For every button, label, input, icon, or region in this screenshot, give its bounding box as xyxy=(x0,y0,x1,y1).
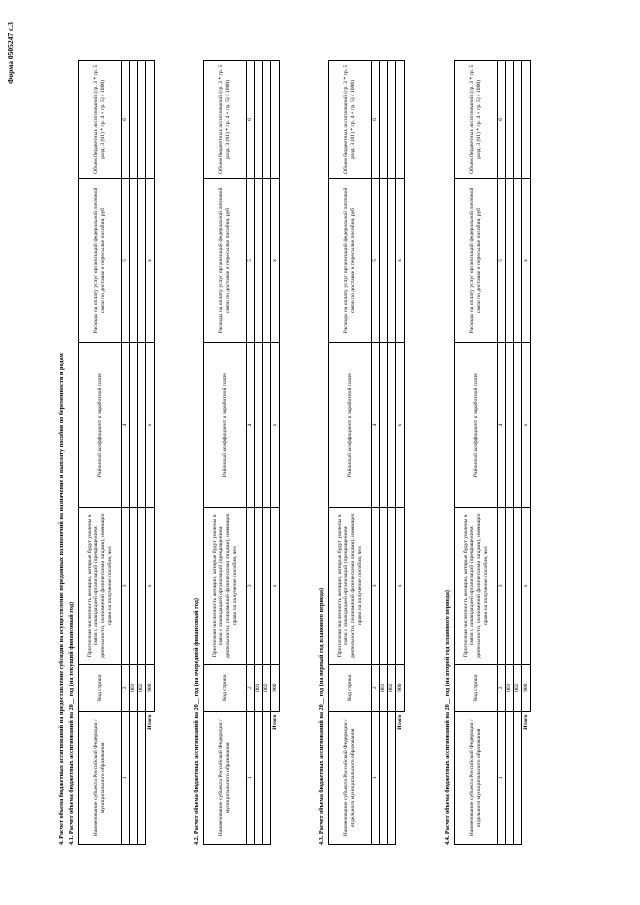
column-number-row xyxy=(247,61,255,845)
total-row xyxy=(146,61,155,845)
column-number: 6 xyxy=(247,61,255,179)
data-cell[interactable] xyxy=(514,61,522,179)
column-number: 1 xyxy=(122,711,130,844)
data-cell[interactable] xyxy=(388,178,396,343)
row-code-cell: 002 xyxy=(388,664,396,711)
table-row xyxy=(130,61,138,845)
header-regional-coefficient: Районный коэффициент к заработной плате xyxy=(79,343,122,508)
data-cell[interactable] xyxy=(514,343,522,508)
total-code: 900 xyxy=(396,664,405,711)
table-row xyxy=(514,61,522,845)
data-cell[interactable] xyxy=(514,178,522,343)
total-cross-cell: x xyxy=(396,343,405,508)
section-title: 4.1. Расчет объема бюджетных ассигнований на 20__ год (на текущий финансовый год) xyxy=(68,601,75,845)
column-number-row xyxy=(122,61,130,845)
column-number: 3 xyxy=(498,507,506,664)
column-number: 5 xyxy=(122,178,130,343)
data-cell[interactable] xyxy=(255,507,263,664)
column-number: 5 xyxy=(372,178,380,343)
total-label: Итого xyxy=(396,711,405,844)
table-row xyxy=(138,61,146,845)
data-cell[interactable] xyxy=(506,507,514,664)
data-cell[interactable] xyxy=(263,711,271,844)
header-row-code: Код строки xyxy=(204,664,247,711)
section-title: 4.4. Расчет объема бюджетных ассигнований на 20__ год (на второй год планового периода) xyxy=(444,590,451,845)
section-title: 4.3. Расчет объема бюджетных ассигнований на 20__ год (на первый год планового периода) xyxy=(318,587,325,845)
header-postal-expenses: Расходы на оплату услуг организаций федеральной почтовой связи по доставке и пересылке пособия, руб xyxy=(204,178,247,343)
column-number: 3 xyxy=(372,507,380,664)
data-cell[interactable] xyxy=(255,61,263,179)
data-cell[interactable] xyxy=(380,343,388,508)
column-number: 4 xyxy=(247,343,255,508)
data-cell[interactable] xyxy=(388,343,396,508)
total-label: Итого xyxy=(271,711,280,844)
table-row xyxy=(263,61,271,845)
header-region-name: Наименование субъекта Российской Федерации / отдельного муниципального образования xyxy=(329,711,372,844)
header-budget-volume: Объем бюджетных ассигнований (гр. 3 * гр. 5 разд. 3 (01) * гр. 4 + гр. 5) / 1000) xyxy=(329,61,372,179)
data-cell[interactable] xyxy=(255,711,263,844)
header-regional-coefficient: Районный коэффициент к заработной плате xyxy=(204,343,247,508)
data-cell[interactable] xyxy=(138,61,146,179)
calculation-table xyxy=(203,60,280,845)
total-code: 900 xyxy=(271,664,280,711)
data-cell[interactable] xyxy=(506,178,514,343)
header-row xyxy=(455,61,498,845)
column-number: 1 xyxy=(372,711,380,844)
total-label: Итого xyxy=(146,711,155,844)
calculation-table xyxy=(454,60,531,845)
column-number: 2 xyxy=(372,664,380,711)
column-number: 2 xyxy=(498,664,506,711)
row-code-cell: 001 xyxy=(380,664,388,711)
data-cell[interactable] xyxy=(263,61,271,179)
data-cell[interactable] xyxy=(130,507,138,664)
table-row xyxy=(388,61,396,845)
column-number: 6 xyxy=(498,61,506,179)
column-number: 5 xyxy=(247,178,255,343)
total-value-cell[interactable] xyxy=(522,61,531,179)
header-region-name: Наименование субъекта Российской Федерации / отдельного муниципального образования xyxy=(455,711,498,844)
total-cross-cell: x xyxy=(271,178,280,343)
total-cross-cell: x xyxy=(271,507,280,664)
data-cell[interactable] xyxy=(380,711,388,844)
row-code-cell: 002 xyxy=(138,664,146,711)
data-cell[interactable] xyxy=(380,178,388,343)
form-label: Форма 0505247 с.3 xyxy=(6,22,15,85)
data-cell[interactable] xyxy=(263,178,271,343)
data-cell[interactable] xyxy=(138,178,146,343)
header-regional-coefficient: Районный коэффициент к заработной плате xyxy=(329,343,372,508)
total-cross-cell: x xyxy=(146,343,155,508)
data-cell[interactable] xyxy=(506,61,514,179)
header-budget-volume: Объем бюджетных ассигнований (гр. 3 * гр. 5 разд. 3 (01) * гр. 4 + гр. 5) / 1000) xyxy=(79,61,122,179)
header-postal-expenses: Расходы на оплату услуг организаций федеральной почтовой связи по доставке и пересылке пособия, руб xyxy=(455,178,498,343)
column-number: 4 xyxy=(498,343,506,508)
column-number: 4 xyxy=(122,343,130,508)
row-code-cell: 002 xyxy=(263,664,271,711)
header-row-code: Код строки xyxy=(455,664,498,711)
total-value-cell[interactable] xyxy=(396,61,405,179)
data-cell[interactable] xyxy=(388,61,396,179)
header-women-count: Прогнозная численность женщин, которые будут уволены в связи с ликвидацией организаций (прекращением деятельности, полномочий физическими лицами), имеющих право на получение пособия, чел xyxy=(455,507,498,664)
data-cell[interactable] xyxy=(388,711,396,844)
column-number: 5 xyxy=(498,178,506,343)
document-title: 4. Расчет объема бюджетных ассигнований на предоставление субсидии на осуществление переданных полномочий на назначение и выплату пособия по беременности и родам xyxy=(58,353,65,845)
data-cell[interactable] xyxy=(263,343,271,508)
data-cell[interactable] xyxy=(130,178,138,343)
header-women-count: Прогнозная численность женщин, которые будут уволены в связи с ликвидацией организаций (прекращением деятельности, полномочий физическими лицами), имеющих право на получение пособия, чел xyxy=(329,507,372,664)
total-value-cell[interactable] xyxy=(146,61,155,179)
table-row xyxy=(380,61,388,845)
header-postal-expenses: Расходы на оплату услуг организаций федеральной почтовой связи по доставке и пересылке пособия, руб xyxy=(79,178,122,343)
column-number: 1 xyxy=(498,711,506,844)
header-budget-volume: Объем бюджетных ассигнований (гр. 3 * гр. 5 разд. 3 (01) * гр. 4 + гр. 5) / 1000) xyxy=(455,61,498,179)
total-cross-cell: x xyxy=(396,507,405,664)
data-cell[interactable] xyxy=(388,507,396,664)
total-value-cell[interactable] xyxy=(271,61,280,179)
data-cell[interactable] xyxy=(138,711,146,844)
total-cross-cell: x xyxy=(396,178,405,343)
data-cell[interactable] xyxy=(506,711,514,844)
total-cross-cell: x xyxy=(522,507,531,664)
row-code-cell: 001 xyxy=(506,664,514,711)
total-code: 900 xyxy=(146,664,155,711)
header-row xyxy=(329,61,372,845)
data-cell[interactable] xyxy=(130,711,138,844)
data-cell[interactable] xyxy=(263,507,271,664)
data-cell[interactable] xyxy=(506,343,514,508)
header-row-code: Код строки xyxy=(79,664,122,711)
header-regional-coefficient: Районный коэффициент к заработной плате xyxy=(455,343,498,508)
column-number-row xyxy=(498,61,506,845)
data-cell[interactable] xyxy=(130,343,138,508)
total-code: 900 xyxy=(522,664,531,711)
column-number: 3 xyxy=(122,507,130,664)
data-cell[interactable] xyxy=(138,343,146,508)
row-code-cell: 001 xyxy=(130,664,138,711)
header-row-code: Код строки xyxy=(329,664,372,711)
data-cell[interactable] xyxy=(380,61,388,179)
column-number: 6 xyxy=(372,61,380,179)
total-label: Итого xyxy=(522,711,531,844)
column-number-row xyxy=(372,61,380,845)
total-cross-cell: x xyxy=(146,507,155,664)
data-cell[interactable] xyxy=(380,507,388,664)
data-cell[interactable] xyxy=(514,507,522,664)
table-row xyxy=(506,61,514,845)
column-number: 4 xyxy=(372,343,380,508)
section-title: 4.2. Расчет объема бюджетных ассигнований на 20__ год (на очередной финансовый год) xyxy=(193,598,200,845)
header-women-count: Прогнозная численность женщин, которые будут уволены в связи с ликвидацией организаций (прекращением деятельности, полномочий физическими лицами), имеющих право на получение пособия, чел xyxy=(79,507,122,664)
header-row xyxy=(79,61,122,845)
column-number: 6 xyxy=(122,61,130,179)
calculation-table xyxy=(328,60,405,845)
data-cell[interactable] xyxy=(514,711,522,844)
header-women-count: Прогнозная численность женщин, которые будут уволены в связи с ликвидацией организаций (прекращением деятельности, полномочий физическими лицами), имеющих право на получение пособия, чел xyxy=(204,507,247,664)
header-row xyxy=(204,61,247,845)
data-cell[interactable] xyxy=(130,61,138,179)
total-cross-cell: x xyxy=(146,178,155,343)
total-row xyxy=(522,61,531,845)
table-row xyxy=(255,61,263,845)
calculation-table xyxy=(78,60,155,845)
column-number: 1 xyxy=(247,711,255,844)
header-postal-expenses: Расходы на оплату услуг организаций федеральной почтовой связи по доставке и пересылке пособия, руб xyxy=(329,178,372,343)
column-number: 3 xyxy=(247,507,255,664)
data-cell[interactable] xyxy=(255,178,263,343)
total-row xyxy=(396,61,405,845)
total-cross-cell: x xyxy=(271,343,280,508)
data-cell[interactable] xyxy=(138,507,146,664)
column-number: 2 xyxy=(247,664,255,711)
total-cross-cell: x xyxy=(522,178,531,343)
header-region-name: Наименование субъекта Российской Федерации / муниципального образования xyxy=(204,711,247,844)
header-budget-volume: Объем бюджетных ассигнований (гр. 3 * гр. 5 разд. 3 (01) * гр. 4 + гр. 5) / 1000) xyxy=(204,61,247,179)
row-code-cell: 002 xyxy=(514,664,522,711)
row-code-cell: 001 xyxy=(255,664,263,711)
column-number: 2 xyxy=(122,664,130,711)
header-region-name: Наименование субъекта Российской Федерации / муниципального образования xyxy=(79,711,122,844)
data-cell[interactable] xyxy=(255,343,263,508)
total-row xyxy=(271,61,280,845)
total-cross-cell: x xyxy=(522,343,531,508)
